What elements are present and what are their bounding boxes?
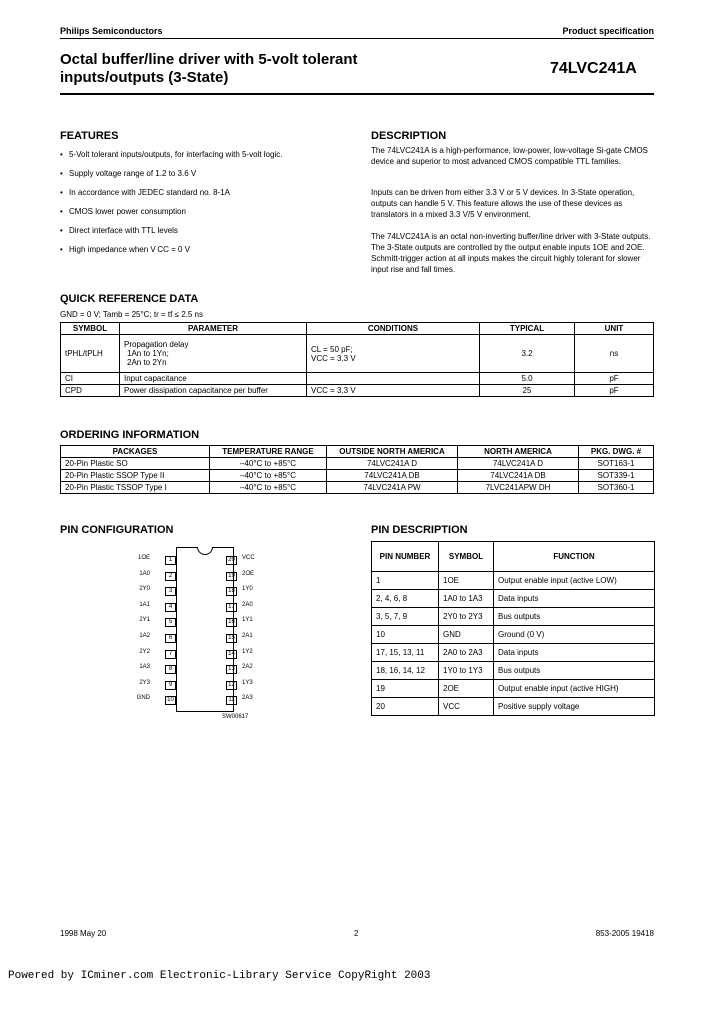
description-heading: DESCRIPTION — [371, 130, 447, 142]
pin-label: 1A3 — [139, 664, 150, 671]
col-header: SYMBOL — [439, 542, 494, 572]
cell-conditions — [307, 335, 480, 373]
cell-pin: 10 — [372, 626, 439, 644]
cell-unit: pF — [575, 385, 654, 397]
cell: –40°C to +85°C — [210, 458, 327, 470]
cell-line: 2An to 2Yn — [127, 358, 167, 367]
cell-symbol: 2OE — [439, 680, 494, 698]
cell-symbol: tPHL/tPLH — [61, 335, 120, 373]
pin-label: 1Y3 — [242, 679, 253, 686]
pin-number: 12 — [226, 681, 237, 690]
col-header: CONDITIONS — [307, 323, 480, 335]
pin-number: 13 — [226, 665, 237, 674]
cell-symbol: CPD — [61, 385, 120, 397]
quick-ref-heading: QUICK REFERENCE DATA — [60, 293, 199, 305]
pin-number: 7 — [165, 650, 176, 659]
col-header: PACKAGES — [61, 446, 210, 458]
pin-label: 2OE — [242, 570, 255, 577]
pin-number: 1 — [165, 556, 176, 565]
doc-title-line2: inputs/outputs (3-State) — [60, 69, 229, 86]
pin-desc-heading: PIN DESCRIPTION — [371, 524, 468, 536]
pin-label: 2Y0 — [139, 586, 150, 593]
cell-pin: 17, 15, 13, 11 — [372, 644, 439, 662]
pin-label: 2A0 — [242, 601, 253, 608]
cell-function: Data inputs — [494, 644, 655, 662]
pin-number: 10 — [165, 696, 176, 705]
header-rule — [60, 38, 654, 39]
notch-icon — [197, 547, 213, 555]
cell: 20-Pin Plastic SO — [61, 458, 210, 470]
cell: SOT360-1 — [579, 482, 654, 494]
cell-line: CL = 50 pF; — [311, 344, 353, 354]
cell-function: Bus outputs — [494, 608, 655, 626]
pin-number: 8 — [165, 665, 176, 674]
cell: 20-Pin Plastic SSOP Type II — [61, 470, 210, 482]
quick-ref-conditions: GND = 0 V; Tamb = 25°C; tr = tf ≤ 2.5 ns — [60, 310, 203, 319]
features-list — [60, 145, 350, 259]
cell-pin: 20 — [372, 698, 439, 716]
cell-pin: 3, 5, 7, 9 — [372, 608, 439, 626]
cell-typical: 25 — [480, 385, 575, 397]
cell: 74LVC241A D — [458, 458, 579, 470]
cell-parameter — [120, 335, 307, 373]
table-row — [372, 644, 655, 662]
cell-conditions — [307, 373, 480, 385]
cell-symbol: VCC — [439, 698, 494, 716]
cell: –40°C to +85°C — [210, 482, 327, 494]
pin-number: 5 — [165, 618, 176, 627]
col-header: PKG. DWG. # — [579, 446, 654, 458]
pin-label: 1Y0 — [242, 586, 253, 593]
ordering-table — [60, 445, 654, 494]
document-type: Product specification — [562, 26, 654, 36]
pin-number: 4 — [165, 603, 176, 612]
cell-function: Data inputs — [494, 590, 655, 608]
ordering-heading: ORDERING INFORMATION — [60, 429, 200, 441]
pin-label: 2Y2 — [139, 648, 150, 655]
pin-label: 2Y1 — [139, 617, 150, 624]
cell-line: Propagation delay — [124, 340, 189, 349]
table-row — [61, 482, 654, 494]
cell: 74LVC241A PW — [327, 482, 458, 494]
cell-pin: 2, 4, 6, 8 — [372, 590, 439, 608]
table-row — [61, 458, 654, 470]
table-row — [61, 470, 654, 482]
cell: 74LVC241A DB — [458, 470, 579, 482]
cell-conditions: VCC = 3.3 V — [307, 385, 480, 397]
pin-number: 16 — [226, 618, 237, 627]
cell-pin: 1 — [372, 572, 439, 590]
col-header: UNIT — [575, 323, 654, 335]
doc-title-line1: Octal buffer/line driver with 5-volt tolerant — [60, 51, 358, 68]
pin-label: 2A3 — [242, 695, 253, 702]
cell: SOT339-1 — [579, 470, 654, 482]
footer-doc-number: 853-2005 19418 — [595, 929, 654, 938]
cell-symbol: 2Y0 to 2Y3 — [439, 608, 494, 626]
description-p1: The 74LVC241A is a high-performance, low-power, low-voltage Si-gate CMOS device and superior to most advanced CMOS compatible TTL families. — [371, 146, 648, 166]
feature-item: • Direct interface with TTL levels — [60, 226, 178, 235]
table-row — [372, 626, 655, 644]
title-rule — [60, 93, 654, 95]
cell-typical: 5.0 — [480, 373, 575, 385]
table-header-row — [61, 446, 654, 458]
cell-function: Bus outputs — [494, 662, 655, 680]
pin-label: 2A2 — [242, 664, 253, 671]
table-row — [61, 373, 654, 385]
table-row — [61, 385, 654, 397]
cell: 74LVC241A DB — [327, 470, 458, 482]
cell: SOT163-1 — [579, 458, 654, 470]
col-header: PIN NUMBER — [372, 542, 439, 572]
pin-config-heading: PIN CONFIGURATION — [60, 524, 174, 536]
col-header: OUTSIDE NORTH AMERICA — [327, 446, 458, 458]
pin-number: 3 — [165, 587, 176, 596]
cell-parameter: Power dissipation capacitance per buffer — [120, 385, 307, 397]
feature-item: • High impedance when V CC = 0 V — [60, 245, 190, 254]
pin-number: 6 — [165, 634, 176, 643]
description-p3: The 74LVC241A is an octal non-inverting buffer/line driver with 3-State outputs. The 3-State outputs are controlled by the output enable inputs 1OE and 2OE. Schmitt-trigger action at all inputs makes the circuit highly tolerant for slower input rise and fall times. — [371, 232, 651, 274]
feature-item: • In accordance with JEDEC standard no. 8-1A — [60, 188, 230, 197]
pin-number: 2 — [165, 572, 176, 581]
cell-function: Output enable input (active HIGH) — [494, 680, 655, 698]
figure-code: SW00617 — [222, 714, 249, 720]
feature-item: • Supply voltage range of 1.2 to 3.6 V — [60, 169, 197, 178]
table-row — [372, 680, 655, 698]
pin-number: 18 — [226, 587, 237, 596]
table-row — [372, 662, 655, 680]
cell-pin: 19 — [372, 680, 439, 698]
cell-unit: ns — [575, 335, 654, 373]
pin-number: 14 — [226, 650, 237, 659]
table-header-row — [61, 323, 654, 335]
cell: –40°C to +85°C — [210, 470, 327, 482]
pin-number: 19 — [226, 572, 237, 581]
description-p2: Inputs can be driven from either 3.3 V or 5 V devices. In 3-State operation, outputs can handle 5 V. This feature allows the use of these devices as translators in a mixed 3.3 V/5 V environment. — [371, 188, 635, 219]
cell-symbol: CI — [61, 373, 120, 385]
quick-ref-table — [60, 322, 654, 397]
cell-symbol: 1A0 to 1A3 — [439, 590, 494, 608]
part-number: 74LVC241A — [550, 60, 637, 77]
cell-line: 1An to 1Yn; — [127, 349, 169, 358]
features-heading: FEATURES — [60, 130, 119, 142]
pin-label: 1Y1 — [242, 617, 253, 624]
pin-label: 1A2 — [139, 633, 150, 639]
cell-symbol: 1Y0 to 1Y3 — [439, 662, 494, 680]
cell-symbol: 1OE — [439, 572, 494, 590]
col-header: SYMBOL — [61, 323, 120, 335]
cell-symbol: GND — [439, 626, 494, 644]
pin-label: 1A0 — [139, 570, 150, 577]
cell-pin: 18, 16, 14, 12 — [372, 662, 439, 680]
footer-date: 1998 May 20 — [60, 929, 107, 938]
pin-number: 9 — [165, 681, 176, 690]
pin-desc-table — [371, 541, 655, 716]
table-row — [372, 590, 655, 608]
cell-typical: 3.2 — [480, 335, 575, 373]
table-header-row — [372, 542, 655, 572]
col-header: PARAMETER — [120, 323, 307, 335]
footer-page: 2 — [354, 929, 359, 938]
pin-label: GND — [136, 695, 150, 702]
pin-number: 17 — [226, 603, 237, 612]
pin-number: 20 — [226, 556, 237, 565]
pin-label: 1Y2 — [242, 648, 253, 655]
cell: 74LVC241A D — [327, 458, 458, 470]
cell-parameter: Input capacitance — [120, 373, 307, 385]
cell-symbol: 2A0 to 2A3 — [439, 644, 494, 662]
pin-number: 15 — [226, 634, 237, 643]
footer-banner: Powered by ICminer.com Electronic-Library Service CopyRight 2003 — [8, 970, 431, 982]
cell-line: VCC = 3.3 V — [311, 353, 356, 363]
table-row — [372, 572, 655, 590]
pin-label: 1A1 — [139, 601, 150, 608]
cell-function: Ground (0 V) — [494, 626, 655, 644]
feature-item: • 5-Volt tolerant inputs/outputs, for interfacing with 5-volt logic. — [60, 150, 283, 159]
pin-number: 11 — [226, 696, 237, 705]
table-row — [372, 698, 655, 716]
pin-label: 2A1 — [242, 633, 253, 639]
cell-function: Positive supply voltage — [494, 698, 655, 716]
col-header: NORTH AMERICA — [458, 446, 579, 458]
pin-label: VCC — [242, 555, 255, 561]
table-row — [61, 335, 654, 373]
feature-item: • CMOS lower power consumption — [60, 207, 186, 216]
col-header: TYPICAL — [480, 323, 575, 335]
cell-function: Output enable input (active LOW) — [494, 572, 655, 590]
pin-label: 1OE — [137, 555, 150, 561]
col-header: TEMPERATURE RANGE — [210, 446, 327, 458]
cell: 7LVC241APW DH — [458, 482, 579, 494]
table-row — [372, 608, 655, 626]
cell-unit: pF — [575, 373, 654, 385]
col-header: FUNCTION — [494, 542, 655, 572]
company-name: Philips Semiconductors — [60, 26, 163, 36]
cell: 20-Pin Plastic TSSOP Type I — [61, 482, 210, 494]
pin-label: 2Y3 — [139, 679, 150, 686]
